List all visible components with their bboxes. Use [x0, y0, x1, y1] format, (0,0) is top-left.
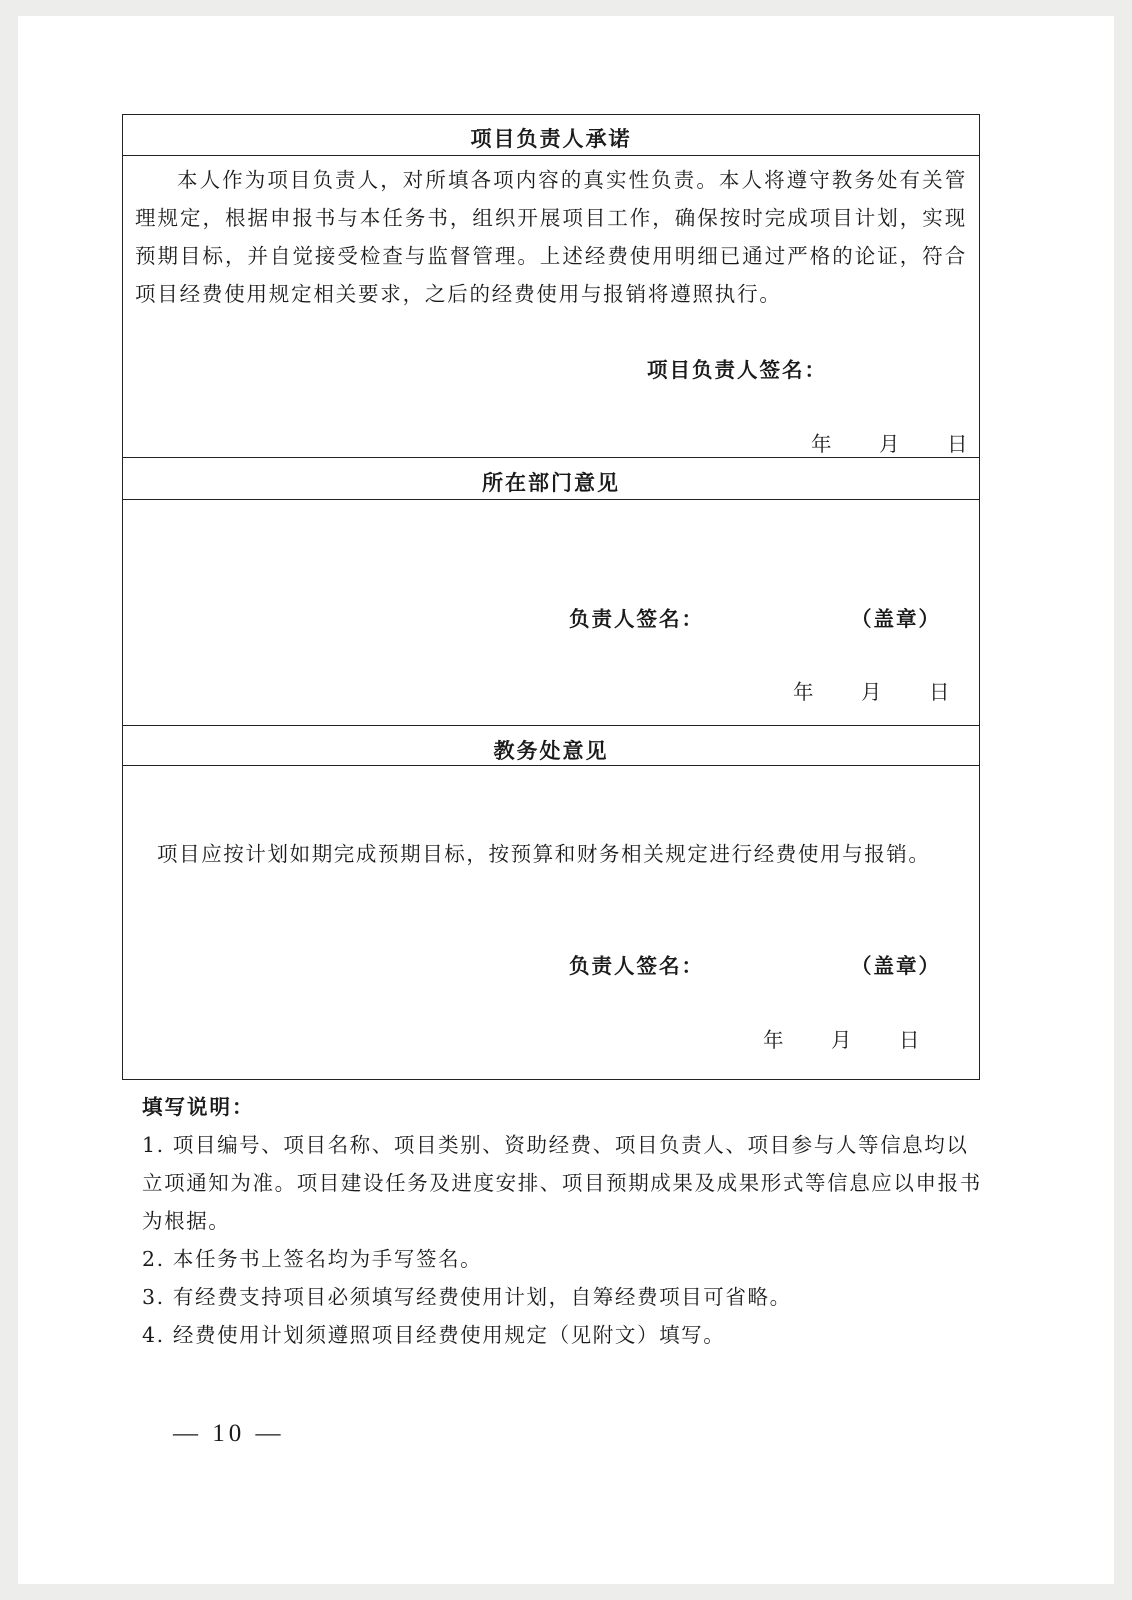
- leader-signature-label: 项目负责人签名：: [647, 358, 827, 382]
- note-item: 1. 项目编号、项目名称、项目类别、资助经费、项目负责人、项目参与人等信息均以立项通知为准。项目建设任务及进度安排、项目预期成果及成果形式等信息应以申报书为根据。: [142, 1133, 982, 1233]
- note-item: 4. 经费使用计划须遵照项目经费使用规定（见附文）填写。: [142, 1323, 726, 1347]
- divider: [123, 457, 979, 458]
- department-signature-label: 负责人签名：: [569, 607, 704, 631]
- academic-affairs-opinion-text: 项目应按计划如期完成预期目标，按预算和财务相关规定进行经费使用与报销。: [157, 842, 931, 866]
- month-label: 月: [861, 680, 882, 704]
- commitment-title: 项目负责人承诺: [470, 126, 632, 151]
- academic-affairs-opinion-title: 教务处意见: [493, 738, 609, 763]
- fill-in-notes: [142, 1088, 982, 1354]
- document-page: [18, 16, 1114, 1584]
- notes-title: 填写说明：: [142, 1095, 255, 1119]
- department-seal-label: （盖章）: [851, 607, 941, 631]
- day-label: 日: [947, 432, 968, 456]
- academic-affairs-date: [763, 1023, 923, 1052]
- divider: [123, 765, 979, 766]
- divider: [123, 499, 979, 500]
- department-date: [793, 675, 953, 704]
- month-label: 月: [831, 1028, 852, 1052]
- academic-affairs-seal-label: （盖章）: [851, 954, 941, 978]
- month-label: 月: [879, 432, 900, 456]
- note-item: 2. 本任务书上签名均为手写签名。: [142, 1247, 483, 1271]
- department-opinion-title: 所在部门意见: [482, 470, 620, 495]
- year-label: 年: [763, 1028, 784, 1052]
- divider: [123, 155, 979, 156]
- year-label: 年: [811, 432, 832, 456]
- form-table: [122, 114, 980, 1080]
- academic-affairs-signature-label: 负责人签名：: [569, 954, 704, 978]
- commitment-text: 本人作为项目负责人，对所填各项内容的真实性负责。本人将遵守教务处有关管理规定，根据申报书与本任务书，组织开展项目工作，确保按时完成项目计划，实现预期目标，并自觉接受检查与监督管理。上述经费使用明细已通过严格的论证，符合项目经费使用规定相关要求，之后的经费使用与报销将遵照执行。: [135, 168, 967, 306]
- page-number: — 10 —: [173, 1420, 285, 1447]
- commitment-date: [811, 427, 971, 456]
- day-label: 日: [929, 680, 950, 704]
- year-label: 年: [793, 680, 814, 704]
- divider: [123, 725, 979, 726]
- day-label: 日: [899, 1028, 920, 1052]
- note-item: 3. 有经费支持项目必须填写经费使用计划，自筹经费项目可省略。: [142, 1285, 792, 1309]
